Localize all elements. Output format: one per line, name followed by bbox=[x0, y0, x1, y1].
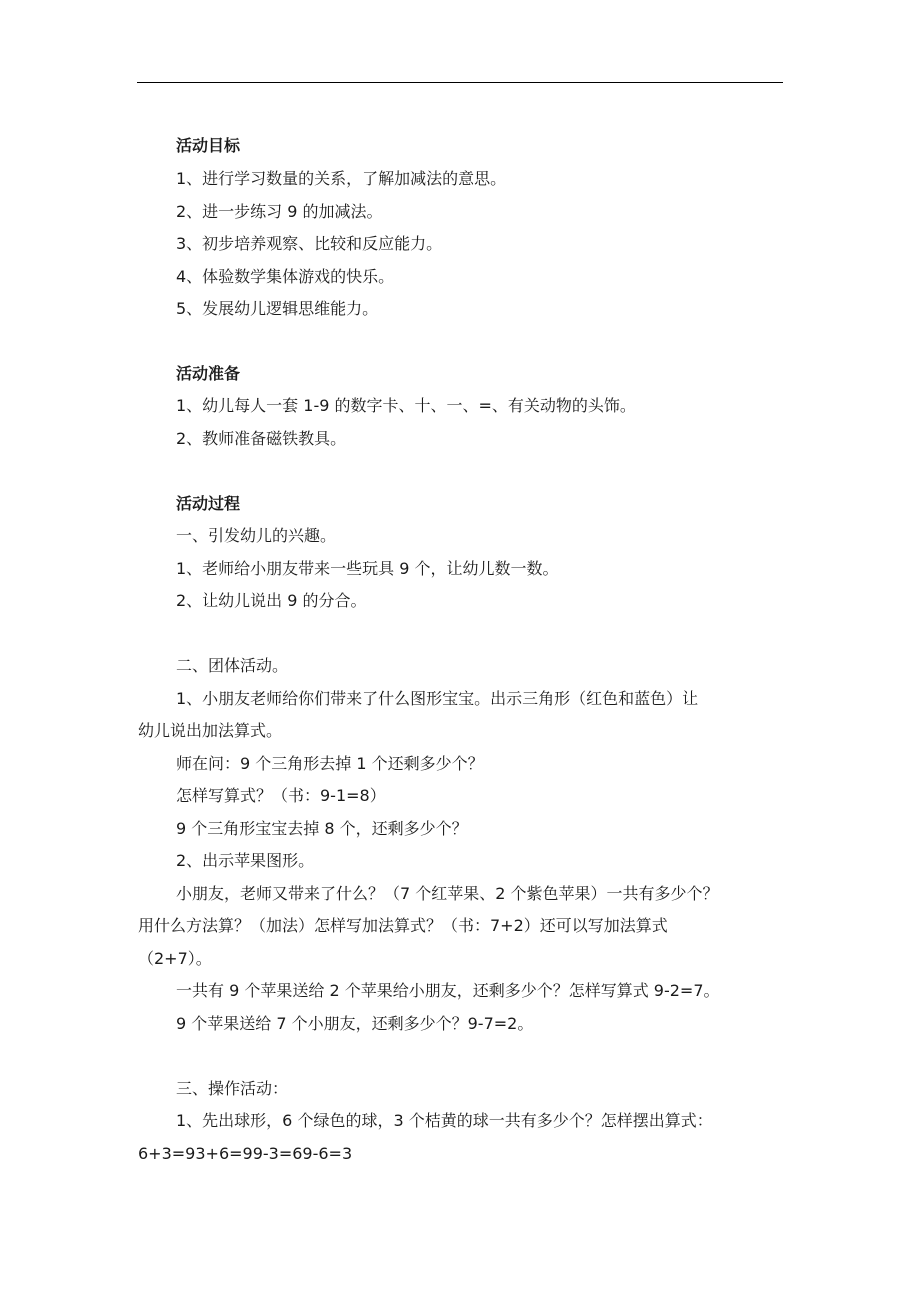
process-line: 1、先出球形，6 个绿色的球，3 个桔黄的球一共有多少个？怎样摆出算式： bbox=[176, 1111, 713, 1130]
goal-item: 3、初步培养观察、比较和反应能力。 bbox=[176, 234, 443, 253]
preparation-item: 2、教师准备磁铁教具。 bbox=[176, 429, 347, 448]
process-line: 幼儿说出加法算式。 bbox=[138, 721, 283, 740]
goal-item: 4、体验数学集体游戏的快乐。 bbox=[176, 267, 395, 286]
process-line: 6+3=93+6=99-3=69-6=3 bbox=[138, 1144, 353, 1163]
header-rule bbox=[137, 82, 783, 83]
section-heading-goals: 活动目标 bbox=[176, 136, 241, 155]
section-heading-preparation: 活动准备 bbox=[176, 364, 241, 383]
process-line: 9 个苹果送给 7 个小朋友，还剩多少个？9-7=2。 bbox=[176, 1014, 534, 1033]
process-line: 怎样写算式？（书：9-1=8） bbox=[176, 786, 386, 805]
process-line: 一共有 9 个苹果送给 2 个苹果给小朋友，还剩多少个？怎样写算式 9-2=7。 bbox=[176, 981, 720, 1000]
process-line: 9 个三角形宝宝去掉 8 个，还剩多少个？ bbox=[176, 819, 468, 838]
process-line: 用什么方法算？（加法）怎样写加法算式？（书：7+2）还可以写加法算式 bbox=[138, 916, 668, 935]
process-part-title: 二、团体活动。 bbox=[176, 656, 289, 675]
section-heading-process: 活动过程 bbox=[176, 494, 241, 513]
goal-item: 5、发展幼儿逻辑思维能力。 bbox=[176, 299, 379, 318]
preparation-item: 1、幼儿每人一套 1-9 的数字卡、十、一、=、有关动物的头饰。 bbox=[176, 396, 636, 415]
goal-item: 2、进一步练习 9 的加减法。 bbox=[176, 202, 383, 221]
process-line: 小朋友，老师又带来了什么？（7 个红苹果、2 个紫色苹果）一共有多少个？ bbox=[176, 884, 719, 903]
process-item: 1、老师给小朋友带来一些玩具 9 个，让幼儿数一数。 bbox=[176, 559, 559, 578]
goal-item: 1、进行学习数量的关系，了解加减法的意思。 bbox=[176, 169, 507, 188]
process-line: 1、小朋友老师给你们带来了什么图形宝宝。出示三角形（红色和蓝色）让 bbox=[176, 689, 699, 708]
process-item: 2、让幼儿说出 9 的分合。 bbox=[176, 591, 367, 610]
process-part-title: 三、操作活动： bbox=[176, 1079, 289, 1098]
process-line: 2、出示苹果图形。 bbox=[176, 851, 315, 870]
process-line: 师在问：9 个三角形去掉 1 个还剩多少个？ bbox=[176, 754, 484, 773]
process-part-title: 一、引发幼儿的兴趣。 bbox=[176, 526, 337, 545]
process-line: （2+7）。 bbox=[138, 949, 212, 968]
